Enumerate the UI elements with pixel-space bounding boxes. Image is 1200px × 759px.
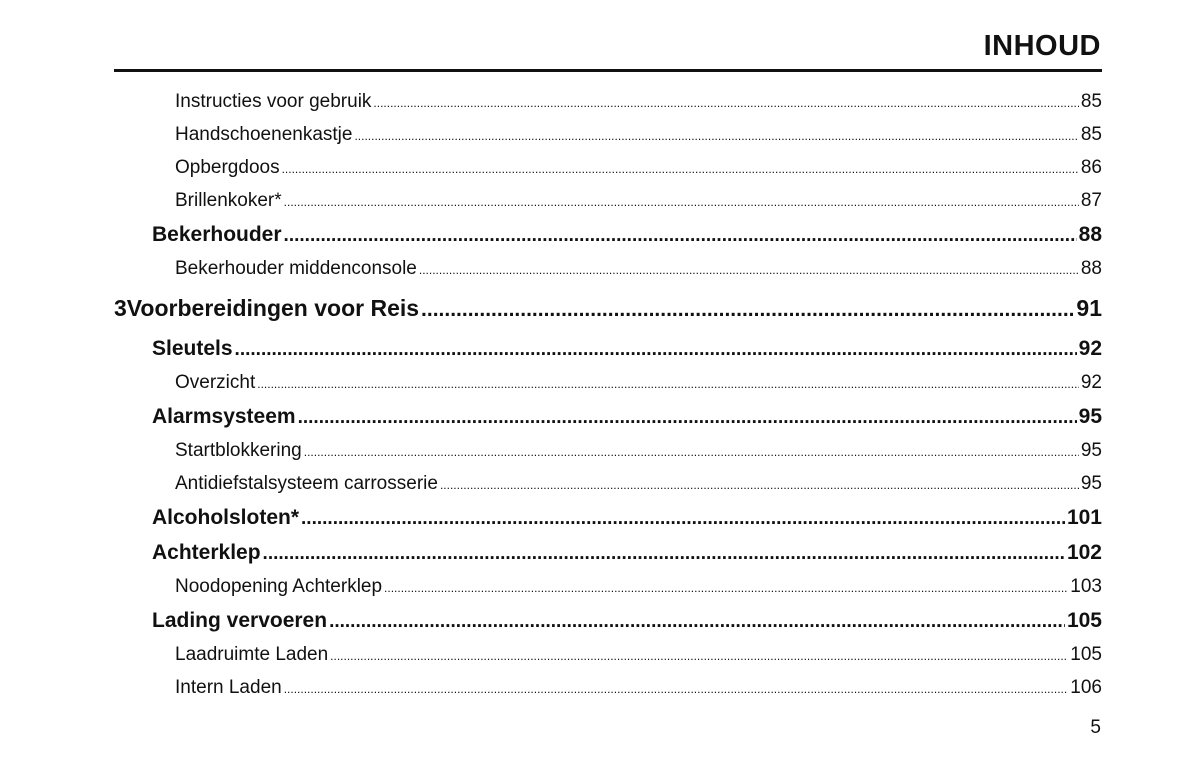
toc-section-page: 101 <box>1066 506 1102 529</box>
dot-leader <box>354 120 1078 152</box>
toc-entry-antidiefstalsysteem-carrosserie[interactable] <box>114 468 1102 501</box>
toc-entry-page: 87 <box>1080 190 1102 211</box>
dot-leader <box>298 401 1077 435</box>
toc-section-alcoholsloten[interactable] <box>114 501 1102 536</box>
dot-leader <box>329 605 1065 639</box>
dot-leader <box>235 333 1077 367</box>
toc-entry-page: 92 <box>1080 372 1102 393</box>
toc-entry-label: Instructies voor gebruik <box>175 91 372 112</box>
toc-section-label: Alarmsysteem <box>152 405 296 428</box>
dot-leader <box>373 87 1078 119</box>
toc-entry-label: Noodopening Achterklep <box>175 576 383 597</box>
toc-section-sleutels[interactable] <box>114 332 1102 367</box>
dot-leader <box>419 254 1079 286</box>
dot-leader <box>284 219 1077 253</box>
dot-leader <box>301 502 1065 536</box>
toc-entry-page: 95 <box>1080 440 1102 461</box>
toc-entry-brillenkoker[interactable] <box>114 185 1102 218</box>
toc-chapter-label: Voorbereidingen voor Reis <box>126 295 420 321</box>
toc-section-page: 105 <box>1066 609 1102 632</box>
toc-entry-opbergdoos[interactable] <box>114 152 1102 185</box>
toc-entry-startblokkering[interactable] <box>114 435 1102 468</box>
dot-leader <box>263 537 1065 571</box>
toc-chapter-page: 91 <box>1076 295 1102 321</box>
toc-entry-label: Intern Laden <box>175 677 282 698</box>
toc-entry-intern-laden[interactable] <box>114 672 1102 705</box>
toc-entry-page: 86 <box>1080 157 1102 178</box>
toc-section-lading-vervoeren[interactable] <box>114 604 1102 639</box>
toc-entry-handschoenenkastje[interactable] <box>114 119 1102 152</box>
page-title: INHOUD <box>983 30 1101 62</box>
toc-section-label: Achterklep <box>152 541 261 564</box>
toc-entry-page: 103 <box>1070 576 1102 597</box>
toc-entry-label: Laadruimte Laden <box>175 644 329 665</box>
toc-entry-label: Startblokkering <box>175 440 302 461</box>
dot-leader <box>257 368 1079 400</box>
toc-entry-label: Bekerhouder middenconsole <box>175 258 417 279</box>
toc-entry-page: 106 <box>1070 677 1102 698</box>
toc-section-label: Sleutels <box>152 337 233 360</box>
toc-chapter-voorbereidingen-voor-reis[interactable] <box>114 286 1102 332</box>
toc-entry-instructies-voor-gebruik[interactable] <box>114 86 1102 119</box>
dot-leader <box>440 469 1079 501</box>
table-of-contents <box>114 86 1102 705</box>
toc-section-label: Bekerhouder <box>152 223 282 246</box>
toc-entry-page: 88 <box>1080 258 1102 279</box>
toc-section-page: 95 <box>1078 405 1102 428</box>
toc-section-bekerhouder[interactable] <box>114 218 1102 253</box>
dot-leader <box>284 673 1069 705</box>
dot-leader <box>282 153 1079 185</box>
dot-leader <box>304 436 1079 468</box>
dot-leader <box>384 572 1068 604</box>
toc-entry-label: Opbergdoos <box>175 157 280 178</box>
toc-entry-noodopening-achterklep[interactable] <box>114 571 1102 604</box>
toc-section-alarmsysteem[interactable] <box>114 400 1102 435</box>
toc-entry-label: Handschoenenkastje <box>175 124 353 145</box>
toc-chapter-number: 3 <box>114 295 127 321</box>
toc-section-achterklep[interactable] <box>114 536 1102 571</box>
toc-section-label: Lading vervoeren <box>152 609 328 632</box>
dot-leader <box>421 288 1074 332</box>
toc-entry-laadruimte-laden[interactable] <box>114 639 1102 672</box>
dot-leader <box>330 640 1068 672</box>
toc-section-page: 88 <box>1078 223 1102 246</box>
toc-entry-bekerhouder-middenconsole[interactable] <box>114 253 1102 286</box>
toc-section-page: 102 <box>1066 541 1102 564</box>
toc-section-label: Alcoholsloten* <box>152 506 300 529</box>
title-divider <box>114 69 1102 72</box>
toc-entry-page: 95 <box>1080 473 1102 494</box>
toc-entry-page: 85 <box>1080 91 1102 112</box>
page-number: 5 <box>1090 717 1101 738</box>
toc-entry-page: 85 <box>1080 124 1102 145</box>
dot-leader <box>284 186 1079 218</box>
toc-entry-label: Overzicht <box>175 372 256 393</box>
toc-entry-label: Brillenkoker* <box>175 190 282 211</box>
toc-section-page: 92 <box>1078 337 1102 360</box>
toc-entry-overzicht[interactable] <box>114 367 1102 400</box>
toc-entry-label: Antidiefstalsysteem carrosserie <box>175 473 438 494</box>
toc-entry-page: 105 <box>1070 644 1102 665</box>
